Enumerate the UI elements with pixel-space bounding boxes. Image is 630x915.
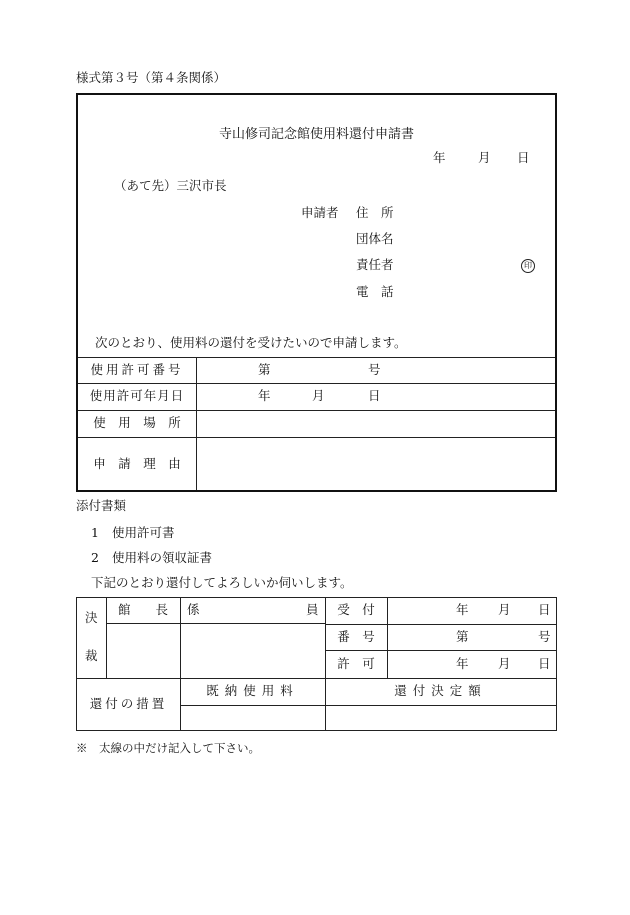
date-year-label: 年 [433,150,446,165]
representative-label: 責任者 [356,257,394,272]
permit-number-suffix: 号 [368,362,381,377]
number-suffix: 号 [538,629,551,644]
footnote: ※ 太線の中だけ記入して下さい。 [76,741,260,755]
permit-date-month: 月 [312,388,325,403]
approval-statement: 下記のとおり還付してよろしいか伺いします。 [91,575,353,590]
table-divider [78,437,555,438]
attachment-item: 使用料の領収証書 [112,550,213,565]
kessai-label-2: 裁 [85,648,98,663]
approval-divider [77,678,556,679]
staff-label-start: 係 [187,602,200,617]
permission-day: 日 [538,656,551,671]
table-divider [78,410,555,411]
number-prefix: 第 [456,629,469,644]
applicant-label: 申請者 [301,205,339,220]
approval-divider [325,650,556,651]
address-label: 住 所 [356,205,394,220]
reception-month: 月 [498,602,511,617]
permit-date-label: 使用許可年月日 [89,388,185,403]
attachment-number: 1 [91,525,99,540]
table-divider [78,357,555,358]
approval-divider [106,623,325,624]
usage-place-label: 使 用 場 所 [93,415,181,430]
reception-day: 日 [538,602,551,617]
staff-label-end: 員 [306,602,319,617]
addressee: （あて先）三沢市長 [114,178,227,193]
form-number: 様式第３号（第４条関係） [76,70,227,85]
permission-label: 許 可 [337,656,375,671]
approval-divider [325,624,556,625]
approval-column-divider [180,598,181,730]
permit-date-day: 日 [368,388,381,403]
organization-label: 団体名 [356,231,394,246]
table-column-divider [196,357,197,490]
reception-label: 受 付 [337,602,375,617]
approval-column-divider [387,598,388,678]
table-divider [78,383,555,384]
approval-column-divider [106,598,107,678]
number-label: 番 号 [337,629,375,644]
approval-divider [180,705,556,706]
seal-icon: 印 [521,259,535,273]
permit-number-label: 使用許可番号 [90,362,184,377]
attachment-item: 使用許可書 [112,525,175,540]
attachments-heading: 添付書類 [76,498,127,513]
permit-number-prefix: 第 [258,362,271,377]
reception-year: 年 [456,602,469,617]
refund-measure-label: 還付の措置 [89,696,168,711]
permit-date-year: 年 [258,388,271,403]
director-label: 館 長 [117,602,168,617]
phone-label: 電 話 [356,284,394,299]
kessai-label-1: 決 [85,610,98,625]
attachment-number: 2 [91,550,99,565]
date-day-label: 日 [517,150,530,165]
paid-fee-label: 既納使用料 [206,683,299,698]
permission-year: 年 [456,656,469,671]
form-title: 寺山修司記念館使用料還付申請書 [218,127,414,142]
reason-label: 申 請 理 由 [93,456,181,471]
application-statement: 次のとおり、使用料の還付を受けたいので申請します。 [95,335,407,350]
refund-amount-label: 還付決定額 [394,683,487,698]
date-month-label: 月 [478,150,491,165]
permission-month: 月 [498,656,511,671]
